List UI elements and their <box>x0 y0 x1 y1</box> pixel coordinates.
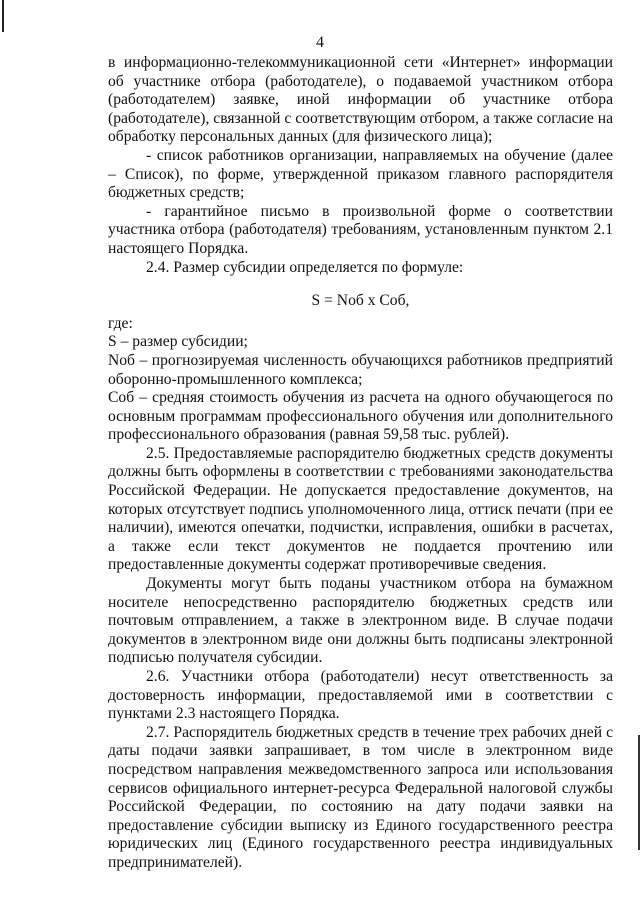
definition-s: S – размер субсидии; <box>108 333 248 351</box>
paragraph-2-7: 2.7. Распорядитель бюджетных средств в течение трех рабочих дней с даты подачи заявки запрашивает, в том числе в электронном виде посредством направления межведомственного запроса или использования сервисов официального интернет-ресурса Федеральной налоговой службы Российской Федерации, по состоянию на дату подачи заявки на предоставление субсидии выписку из Единого государственного реестра юридических лиц (Единого государственного реестра индивидуальных предпринимателей). <box>108 723 613 871</box>
paragraph-continuation: в информационно-телекоммуникационной сети «Интернет» информации об участнике отбора (работодателе), о подаваемой участником отбора (работодателем) заявке, иной информации об участнике отбора (работодателе), связанной с соответствующим отбором, а также согласие на обработку персональных данных (для физического лица); <box>108 54 613 146</box>
paragraph-2-4: 2.4. Размер субсидии определяется по формуле: <box>146 258 464 276</box>
list-item-guarantee-letter: - гарантийное письмо в произвольной форме о соответствии участника отбора (работодателя) требованиям, установленным пунктом 2.1 настоящего Порядка. <box>108 202 613 257</box>
formula-text: S = Nоб х Cоб, <box>311 292 410 310</box>
page-number: 4 <box>316 34 324 51</box>
paragraph-2-6: 2.6. Участники отбора (работодатели) несут ответственность за достоверность информации, предоставляемой ими в соответствии с пунктами 2.3 настоящего Порядка. <box>108 668 613 723</box>
document-body <box>108 54 613 873</box>
definition-nob: Nоб – прогнозируемая численность обучающихся работников предприятий оборонно-промышленного комплекса; <box>108 351 613 388</box>
paragraph-documents-submission: Документы могут быть поданы участником отбора на бумажном носителе непосредственно распорядителю бюджетных средств или почтовым отправлением, а также в электронном виде. В случае подачи документов в электронном виде они должны быть подписаны электронной подписью получателя субсидии. <box>108 575 613 667</box>
list-item-employee-list: - список работников организации, направляемых на обучение (далее – Список), по форме, утвержденной приказом главного распорядителя бюджетных средств; <box>108 146 613 202</box>
scan-edge-left <box>2 0 4 32</box>
subsidy-formula <box>108 292 613 311</box>
formula-where-label: где: <box>108 314 133 332</box>
paragraph-2-5: 2.5. Предоставляемые распорядителю бюджетных средств документы должны быть оформлены в соответствии с требованиями законодательства Российской Федерации. Не допускается предоставление документов, на которых отсутствует подпись уполномоченного лица, оттиск печати (при ее наличии), имеются опечатки, подчистки, исправления, ошибки в расчетах, а также если текст документов не поддается прочтению или предоставленные документы содержат противоречивые сведения. <box>108 444 613 574</box>
definition-cob: Cоб – средняя стоимость обучения из расчета на одного обучающегося по основным программам профессионального обучения или дополнительного профессионального образования (равная 59,58 тыс. рублей). <box>108 389 613 444</box>
